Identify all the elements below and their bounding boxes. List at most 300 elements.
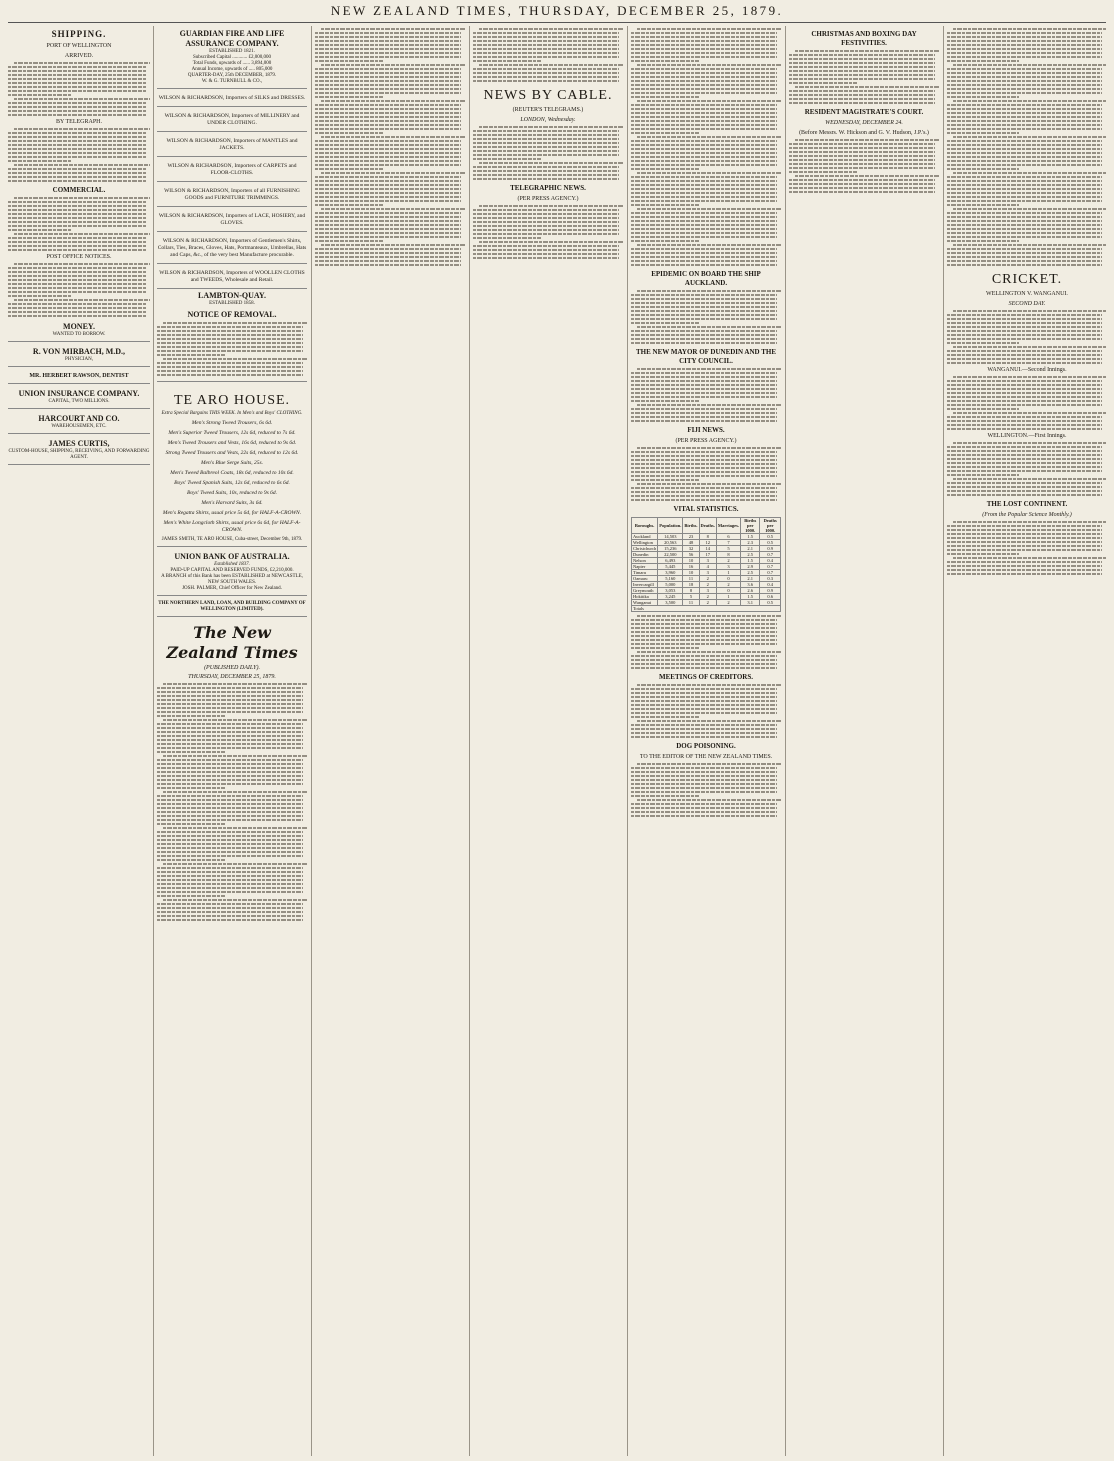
text-line: [8, 221, 146, 223]
text-line: [947, 565, 1102, 567]
text-line: [157, 835, 303, 837]
text-line: [473, 221, 619, 223]
text-line: [631, 732, 777, 734]
text-line: [473, 245, 619, 247]
masthead-rule: [8, 22, 1106, 23]
vital-cell: 5: [716, 546, 740, 552]
text-line: [157, 879, 303, 881]
text-line: [947, 248, 1102, 250]
text-line: [315, 236, 461, 238]
text-line: [947, 314, 1102, 316]
text-line: [315, 108, 461, 110]
text-line: [947, 380, 1102, 382]
text-line: [947, 474, 1019, 476]
vital-cell: 20,563: [658, 540, 683, 546]
wilson-richardson-ads: [157, 91, 307, 289]
vital-cell: 3,500: [658, 600, 683, 606]
text-line: [631, 124, 777, 126]
fiji-sub: (PER PRESS AGENCY.): [675, 438, 737, 444]
text-line: [315, 192, 461, 194]
text-line: [8, 144, 146, 146]
text-line: [947, 256, 1102, 258]
text-line: [947, 116, 1102, 118]
text-line: [947, 549, 1102, 551]
text-line: [157, 743, 303, 745]
text-line: [631, 168, 699, 170]
text-line: [321, 172, 465, 174]
vital-cell: 17: [699, 552, 716, 558]
text-line: [157, 811, 303, 813]
column-rule: [153, 26, 154, 1456]
text-line: [631, 180, 777, 182]
fiji-heading: FIJI NEWS.: [687, 426, 725, 434]
text-line: [631, 160, 777, 162]
text-line: [631, 803, 777, 805]
text-line: [637, 651, 781, 653]
guardian-capital: Subscribed Capital ............ £2,000,000: [193, 55, 271, 60]
text-line: [947, 132, 1019, 134]
northern-land-heading: THE NORTHERN LAND, LOAN, AND BUILDING COMPANY OF WELLINGTON (LIMITED).: [158, 601, 306, 612]
text-line: [947, 204, 1019, 206]
vital-total-row: [632, 606, 781, 612]
text-line: [157, 823, 225, 825]
text-line: [8, 311, 146, 313]
text-line: [631, 204, 699, 206]
text-line: [631, 635, 777, 637]
text-line: [789, 98, 935, 100]
text-line: [157, 330, 303, 332]
text-line: [14, 164, 150, 166]
text-line: [631, 487, 777, 489]
text-line: [8, 172, 146, 174]
text-line: [631, 338, 777, 340]
vital-cell: 3: [699, 558, 716, 564]
text-line: [8, 287, 146, 289]
magistrate-sub: WEDNESDAY, DECEMBER 24.: [825, 120, 903, 126]
text-line: [157, 831, 303, 833]
text-line: [631, 40, 777, 42]
text-line: [157, 915, 303, 917]
text-line: [953, 478, 1107, 480]
text-line: [631, 260, 777, 262]
text-line: [8, 275, 146, 277]
text-line: [631, 463, 777, 465]
text-line: [631, 68, 777, 70]
text-line: [157, 871, 303, 873]
vital-cell: 16: [683, 564, 699, 570]
text-line: [947, 36, 1102, 38]
text-line: [315, 164, 461, 166]
text-line: [631, 467, 777, 469]
column-6: [789, 26, 939, 1458]
text-line: [631, 619, 777, 621]
text-line: [473, 154, 619, 156]
text-line: [473, 56, 619, 58]
vital-cell: 10: [683, 570, 699, 576]
text-line: [789, 58, 935, 60]
harcourt-ad: [8, 411, 150, 434]
text-line: [631, 771, 777, 773]
wilson-richardson-ad: WILSON & RICHARDSON, Importers of CARPETS and FLOOR-CLOTHS.: [157, 159, 307, 182]
text-line: [953, 28, 1107, 30]
text-line: [947, 450, 1102, 452]
vital-cell: Christchurch: [633, 546, 657, 551]
vital-cell: 0.4: [760, 582, 781, 588]
vital-cell: 2.1: [741, 546, 760, 552]
text-line: [631, 728, 777, 730]
text-line: [631, 647, 699, 649]
text-line: [947, 32, 1102, 34]
text-line: [315, 60, 383, 62]
text-line: [14, 62, 150, 64]
text-line: [315, 72, 461, 74]
text-line: [953, 310, 1107, 312]
cable-text: [473, 126, 623, 180]
text-line: [315, 112, 461, 114]
text-line: [953, 557, 1107, 559]
press-agency-heading: (PER PRESS AGENCY.): [517, 196, 579, 202]
text-line: [473, 233, 619, 235]
text-line: [631, 392, 777, 394]
text-line: [631, 700, 777, 702]
te-aro-item: Men's Superior Tweed Trousers, 12s 6d, reduced to 7s 6d.: [168, 430, 296, 436]
wilson-richardson-footer: LAMBTON-QUAY.: [198, 291, 266, 300]
harcourt-sub: WAREHOUSEMEN, ETC.: [51, 424, 107, 429]
telegraphic-text: [473, 205, 623, 259]
text-line: [631, 479, 699, 481]
text-line: [947, 184, 1102, 186]
text-line: [631, 384, 777, 386]
text-line: [947, 466, 1102, 468]
te-aro-item: Boys' Tweed Suits, 10s, reduced to 9s 6d.: [186, 490, 278, 496]
text-line: [631, 188, 777, 190]
text-line: [631, 88, 777, 90]
text-line: [473, 44, 619, 46]
text-line: [157, 775, 303, 777]
dunedin-text: [631, 368, 781, 422]
text-line: [631, 330, 777, 332]
text-line: [157, 707, 303, 709]
text-line: [8, 70, 146, 72]
text-line: [157, 691, 303, 693]
magistrate-bench: (Before Messrs. W. Hickson and G. V. Hudson, J.P.'s.): [799, 130, 929, 136]
text-line: [473, 166, 619, 168]
text-line: [947, 104, 1102, 106]
text-line: [157, 715, 225, 717]
text-line: [163, 322, 307, 324]
text-line: [479, 162, 623, 164]
epidemic-heading: EPIDEMIC ON BOARD THE SHIP AUCKLAND.: [651, 270, 761, 287]
guardian-funds: Total Funds, upwards of ...... 3,894,000: [192, 61, 272, 66]
column-7-text: [947, 28, 1107, 266]
text-line: [947, 260, 1102, 262]
union-insurance-name: UNION INSURANCE COMPANY.: [18, 389, 140, 398]
text-line: [947, 152, 1102, 154]
magistrate-heading: RESIDENT MAGISTRATE'S COURT.: [804, 108, 924, 116]
text-line: [795, 50, 939, 52]
text-line: [8, 82, 146, 84]
text-line: [157, 843, 303, 845]
text-line: [953, 172, 1107, 174]
text-line: [14, 98, 150, 100]
text-line: [947, 428, 1102, 430]
vital-cell: Timaru: [632, 570, 658, 576]
text-line: [157, 859, 225, 861]
text-line: [473, 72, 619, 74]
vital-cell: 2: [716, 582, 740, 588]
text-line: [473, 217, 619, 219]
text-line: [947, 228, 1102, 230]
vital-cell: 18: [683, 582, 699, 588]
text-line: [947, 236, 1102, 238]
text-line: [631, 376, 777, 378]
text-line: [947, 232, 1102, 234]
text-line: [157, 763, 303, 765]
dunedin-heading: THE NEW MAYOR OF DUNEDIN AND THE CITY COUNCIL.: [635, 348, 777, 365]
te-aro-item: Men's Tweed Balbreol Coats, 18s 6d, reduced to 10s 6d.: [170, 470, 294, 476]
text-line: [157, 839, 303, 841]
te-aro-item: Men's Blue Serge Suits, 25s.: [200, 460, 264, 466]
creditors-text: [631, 684, 781, 738]
harcourt-name: HARCOURT AND CO.: [38, 414, 120, 423]
vital-column-header: Births.: [683, 518, 699, 534]
column-2: [157, 26, 307, 1458]
vital-cell: 0.9: [760, 546, 781, 552]
arrived-heading: ARRIVED.: [64, 53, 94, 59]
vital-cell: 7: [716, 540, 740, 546]
text-line: [631, 112, 777, 114]
money-ad: [8, 319, 150, 342]
masthead: NEW ZEALAND TIMES, THURSDAY, DECEMBER 25, 1879.: [330, 3, 784, 18]
text-line: [631, 815, 777, 817]
text-line: [315, 252, 461, 254]
text-line: [8, 291, 146, 293]
text-line: [631, 52, 777, 54]
te-aro-item: Men's Regatta Shirts, usual price 5s 6d, for HALF-A-CROWN.: [162, 510, 302, 516]
vital-cell: 2.5: [741, 570, 760, 576]
te-aro-house-items: [157, 420, 307, 534]
text-line: [315, 196, 461, 198]
vital-cell: 3: [699, 570, 716, 576]
vital-cell: Hokitika: [632, 594, 658, 600]
text-line: [315, 76, 461, 78]
text-line: [631, 791, 777, 793]
text-line: [947, 537, 1102, 539]
text-line: [789, 102, 935, 104]
vital-cell: 0.5: [760, 534, 781, 540]
text-line: [315, 220, 461, 222]
vital-cell: 0.7: [760, 570, 781, 576]
text-line: [157, 803, 303, 805]
vital-cell: 3.6: [741, 582, 760, 588]
text-line: [631, 779, 777, 781]
text-line: [637, 404, 781, 406]
text-line: [473, 68, 619, 70]
text-line: [157, 727, 303, 729]
text-line: [947, 48, 1102, 50]
text-line: [157, 699, 303, 701]
text-line: [473, 213, 619, 215]
text-line: [321, 64, 465, 66]
text-line: [157, 731, 303, 733]
column-rule: [627, 26, 628, 1456]
text-line: [315, 68, 461, 70]
text-line: [947, 108, 1102, 110]
text-line: [631, 495, 777, 497]
vital-cell: 2.6: [741, 588, 760, 594]
wilson-richardson-ad: WILSON & RICHARDSON, Importers of WOOLLEN CLOTHS and TWEEDS, Wholesale and Retail.: [157, 266, 307, 289]
text-line: [637, 28, 781, 30]
text-line: [473, 76, 619, 78]
vital-column-header: Deaths per 1000.: [760, 518, 781, 534]
text-line: [157, 747, 303, 749]
text-line: [157, 370, 303, 372]
text-line: [789, 183, 935, 185]
text-line: [473, 142, 619, 144]
text-line: [789, 90, 935, 92]
text-line: [157, 771, 303, 773]
text-line: [157, 687, 303, 689]
money-ad-title: MONEY.: [63, 322, 95, 331]
union-bank-capital: PAID-UP CAPITAL AND RESERVED FUNDS, £2,210,000.: [170, 568, 294, 573]
text-line: [157, 799, 303, 801]
guardian-established: ESTABLISHED 1821.: [209, 49, 255, 54]
text-line: [953, 412, 1107, 414]
text-line: [631, 643, 777, 645]
text-line: [321, 100, 465, 102]
text-line: [631, 152, 777, 154]
text-line: [631, 420, 777, 422]
vital-cell: Nelson: [632, 558, 658, 564]
text-line: [947, 180, 1102, 182]
text-line: [473, 178, 619, 180]
text-line: [947, 482, 1102, 484]
text-line: [8, 94, 72, 96]
text-line: [315, 48, 461, 50]
vital-cell: 14,503: [658, 534, 683, 540]
vital-cell: 15,236: [658, 546, 683, 552]
text-line: [947, 92, 1102, 94]
text-line: [947, 569, 1102, 571]
text-line: [789, 147, 935, 149]
text-line: [157, 911, 303, 913]
guardian-date: QUARTER-DAY, 25th DECEMBER, 1879.: [187, 73, 277, 78]
cricket-heading: CRICKET.: [991, 272, 1063, 287]
column-rule: [785, 26, 786, 1456]
text-line: [315, 224, 461, 226]
vital-cell: 2.3: [741, 540, 760, 546]
text-line: [157, 883, 303, 885]
removal-notice-heading: NOTICE OF REMOVAL.: [187, 310, 277, 319]
column-rule: [469, 26, 470, 1456]
text-line: [637, 326, 781, 328]
text-line: [947, 338, 1102, 340]
text-line: [315, 88, 461, 90]
text-line: [947, 216, 1102, 218]
text-line: [631, 148, 777, 150]
text-line: [315, 184, 461, 186]
text-line: [157, 711, 303, 713]
magistrate-text: [789, 139, 939, 193]
leader-text: [157, 683, 307, 921]
text-line: [315, 204, 383, 206]
text-line: [157, 703, 303, 705]
text-line: [631, 655, 777, 657]
vital-cell: 12: [699, 540, 716, 546]
dentist-ad: [8, 369, 150, 384]
text-line: [947, 156, 1102, 158]
text-line: [947, 420, 1102, 422]
text-line: [789, 62, 935, 64]
text-line: [631, 396, 777, 398]
text-line: [947, 533, 1102, 535]
scorecard-text: [947, 376, 1107, 430]
text-line: [8, 279, 146, 281]
vital-cell: 5,160: [658, 576, 683, 582]
text-line: [163, 827, 307, 829]
union-bank-heading: UNION BANK OF AUSTRALIA.: [174, 552, 290, 561]
text-line: [14, 299, 150, 301]
text-line: [947, 120, 1102, 122]
text-line: [631, 795, 699, 797]
text-line: [789, 94, 935, 96]
text-line: [631, 32, 777, 34]
curtis-ad: [8, 436, 150, 465]
vital-cell: 22,500: [658, 552, 683, 558]
text-line: [473, 225, 619, 227]
text-line: [315, 92, 461, 94]
doctor-ad: [8, 344, 150, 367]
text-line: [631, 314, 777, 316]
text-line: [157, 815, 303, 817]
vital-cell: Invercargill: [632, 582, 658, 588]
christmas-heading: CHRISTMAS AND BOXING DAY FESTIVITIES.: [811, 30, 917, 47]
text-line: [157, 695, 303, 697]
text-line: [8, 315, 146, 317]
text-line: [789, 191, 935, 193]
text-line: [947, 334, 1102, 336]
text-line: [631, 240, 699, 242]
text-line: [163, 719, 307, 721]
text-line: [947, 490, 1102, 492]
text-line: [157, 903, 303, 905]
wilson-richardson-ad: WILSON & RICHARDSON, Importers of Gentlemen's Shirts, Collars, Ties, Braces, Gloves, Hats, Portmanteaux, Umbrellas, Hats and Caps, &c., of the very best Manufacture procurable.: [157, 234, 307, 264]
doctor-name: R. VON MIRBACH, M.D.,: [32, 347, 126, 356]
text-line: [947, 164, 1102, 166]
vital-column-header: Deaths.: [699, 518, 716, 534]
text-line: [631, 388, 777, 390]
text-line: [631, 72, 777, 74]
te-aro-item: Boys' Tweed Spanish Suits, 12s 6d, reduced to 6s 6d.: [174, 480, 290, 486]
text-line: [631, 200, 777, 202]
text-line: [473, 138, 619, 140]
text-line: [8, 102, 146, 104]
text-line: [157, 338, 303, 340]
text-line: [315, 144, 461, 146]
text-line: [631, 692, 777, 694]
text-line: [315, 240, 383, 242]
text-line: [631, 298, 777, 300]
text-line: [631, 623, 777, 625]
text-line: [8, 140, 146, 142]
text-line: [163, 899, 307, 901]
text-line: [631, 475, 777, 477]
vital-cell: 3: [716, 564, 740, 570]
text-line: [631, 128, 777, 130]
text-line: [8, 245, 146, 247]
text-line: [8, 205, 146, 207]
text-line: [631, 92, 777, 94]
